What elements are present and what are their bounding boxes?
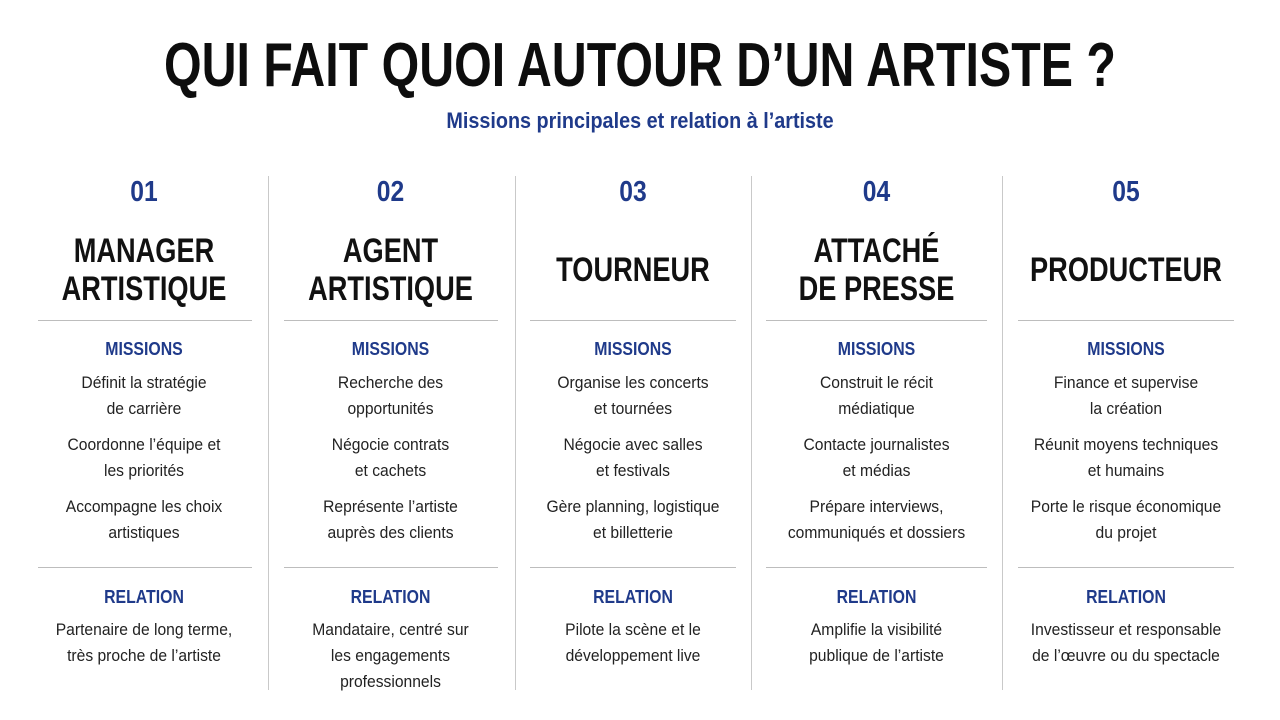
column-divider bbox=[515, 176, 516, 690]
mission-item: Négocie avec salles et festivals bbox=[563, 435, 703, 480]
role-column-attache-presse bbox=[766, 170, 987, 690]
mission-item: Coordonne l’équipe et les priorités bbox=[67, 435, 221, 480]
mission-item: Accompagne les choix artistiques bbox=[65, 497, 223, 542]
missions-label: MISSIONS bbox=[105, 339, 183, 359]
mission-item: Prépare interviews, communiqués et dossiers bbox=[787, 497, 966, 542]
section-separator bbox=[1018, 567, 1234, 568]
relation-text: Pilote la scène et le développement live bbox=[565, 620, 701, 665]
mission-item: Porte le risque économique du projet bbox=[1030, 497, 1222, 542]
mission-item: Gère planning, logistique et billetterie bbox=[546, 497, 720, 542]
relation-text: Partenaire de long terme, très proche de l’artiste bbox=[55, 620, 233, 665]
missions-list bbox=[283, 370, 498, 556]
section-separator bbox=[1018, 320, 1234, 321]
section-separator bbox=[530, 320, 736, 321]
mission-item: Négocie contrats et cachets bbox=[331, 435, 450, 480]
section-separator bbox=[284, 567, 498, 568]
role-number: 02 bbox=[376, 176, 405, 208]
missions-label: MISSIONS bbox=[351, 339, 430, 359]
missions-label: MISSIONS bbox=[837, 339, 916, 359]
relation-label: RELATION bbox=[350, 587, 431, 607]
section-separator bbox=[38, 567, 252, 568]
role-number: 03 bbox=[619, 176, 647, 208]
mission-item: Finance et supervise la création bbox=[1053, 373, 1199, 418]
roles-grid bbox=[0, 170, 1280, 695]
missions-label: MISSIONS bbox=[594, 339, 672, 359]
section-separator bbox=[38, 320, 252, 321]
column-divider bbox=[268, 176, 269, 690]
relation-label: RELATION bbox=[104, 587, 184, 607]
page-subtitle: Missions principales et relation à l’artiste bbox=[446, 108, 834, 133]
mission-item: Recherche des opportunités bbox=[337, 373, 444, 418]
role-title: AGENT ARTISTIQUE bbox=[308, 232, 473, 308]
column-divider bbox=[1002, 176, 1003, 690]
mission-item: Réunit moyens techniques et humains bbox=[1033, 435, 1219, 480]
column-divider bbox=[751, 176, 752, 690]
role-column-manager bbox=[36, 170, 252, 690]
role-title: MANAGER ARTISTIQUE bbox=[61, 232, 227, 308]
section-separator bbox=[766, 320, 987, 321]
role-number: 01 bbox=[130, 176, 158, 208]
role-title: PRODUCTEUR bbox=[1030, 251, 1222, 289]
role-column-agent bbox=[283, 170, 498, 690]
missions-list bbox=[36, 370, 252, 556]
role-title: ATTACHÉ DE PRESSE bbox=[798, 232, 955, 308]
role-number: 04 bbox=[862, 176, 891, 208]
missions-list bbox=[1018, 370, 1234, 556]
section-separator bbox=[284, 320, 498, 321]
mission-item: Représente l’artiste auprès des clients bbox=[323, 497, 458, 542]
missions-label: MISSIONS bbox=[1087, 339, 1165, 359]
role-number: 05 bbox=[1112, 176, 1140, 208]
relation-label: RELATION bbox=[593, 587, 673, 607]
role-column-tourneur bbox=[530, 170, 736, 690]
mission-item: Contacte journalistes et médias bbox=[803, 435, 950, 480]
mission-item: Construit le récit médiatique bbox=[819, 373, 933, 418]
relation-label: RELATION bbox=[1086, 587, 1166, 607]
role-column-producteur bbox=[1018, 170, 1234, 690]
missions-list bbox=[766, 370, 987, 556]
mission-item: Définit la stratégie de carrière bbox=[81, 373, 207, 418]
section-separator bbox=[530, 567, 736, 568]
role-title: TOURNEUR bbox=[556, 251, 710, 289]
section-separator bbox=[766, 567, 987, 568]
page-title: QUI FAIT QUOI AUTOUR D’UN ARTISTE ? bbox=[164, 31, 1116, 100]
mission-item: Organise les concerts et tournées bbox=[557, 373, 709, 418]
relation-text: Mandataire, centré sur les engagements professionnels bbox=[312, 620, 469, 691]
missions-list bbox=[530, 370, 736, 556]
relation-label: RELATION bbox=[836, 587, 917, 607]
relation-text: Amplifie la visibilité publique de l’artiste bbox=[809, 620, 944, 665]
relation-text: Investisseur et responsable de l’œuvre ou du spectacle bbox=[1030, 620, 1222, 665]
